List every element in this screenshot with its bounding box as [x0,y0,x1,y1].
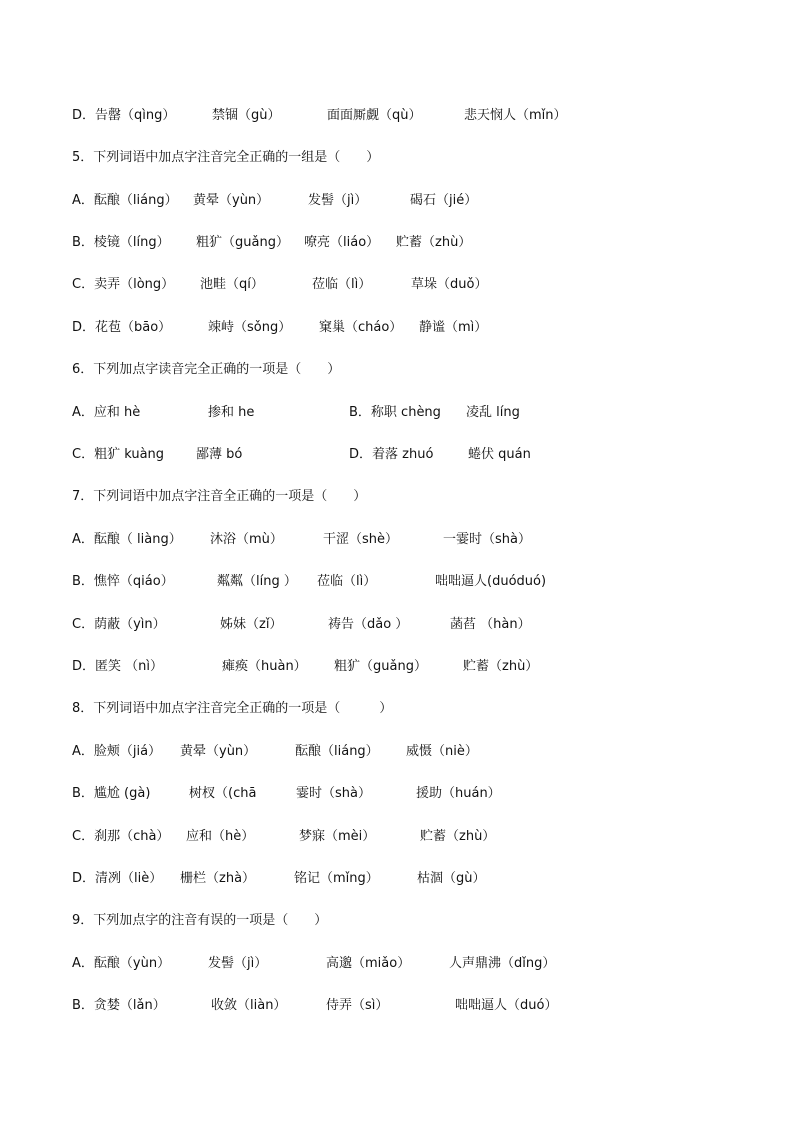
option-choice: 援助（huán） [416,786,501,801]
option-choice: C．刹那（chà） [72,829,170,844]
option-choice: 栅栏（zhà） [180,871,256,886]
option-choice: D．花苞（bāo） [72,320,172,335]
option-choice: C．荫蔽（yìn） [72,617,166,632]
option-choice: 咄咄逼人(duóduó) [435,574,547,589]
option-choice: B．尴尬 (gà) [72,786,151,801]
option-choice: 梦寐（mèi） [299,829,376,844]
option-choice: 酝酿（liáng） [295,744,379,759]
option-choice: 收敛（liàn） [211,998,287,1013]
option-choice: A．酝酿（liáng） [72,193,178,208]
option-choice: 发髻（jì） [308,193,368,208]
option-choice: 贮蓄（zhù） [463,659,539,674]
option-choice: 蜷伏 quán [468,447,531,462]
question-text: 9．下列加点字的注音有误的一项是（ ） [72,913,328,928]
option-choice: 面面厮觑（qù） [327,108,422,123]
option-choice: 粗犷（guǎng） [196,235,289,250]
option-choice: A．酝酿（yùn） [72,956,171,971]
question-text: 8．下列词语中加点字注音完全正确的一项是（ ） [72,701,393,716]
option-choice: 贮蓄（zhù） [396,235,472,250]
option-choice: 沐浴（mù） [210,532,283,547]
option-choice: A．应和 hè [72,405,141,420]
question-text: 6．下列加点字读音完全正确的一项是（ ） [72,362,341,377]
option-choice: D．清冽（liè） [72,871,163,886]
option-choice: 树杈（(chā [189,786,257,801]
option-choice: 黄晕（yùn） [193,193,270,208]
option-choice: B．称职 chèng [349,405,441,420]
option-choice: 悲天悯人（mǐn） [464,108,567,123]
option-choice: D．着落 zhuó [349,447,434,462]
option-choice: A．酝酿（ liàng） [72,532,182,547]
option-choice: D．告罄（qìng） [72,108,176,123]
option-choice: 草垛（duǒ） [411,277,488,292]
option-choice: 莅临（lì） [312,277,372,292]
option-choice: 菡萏 （hàn） [450,617,531,632]
option-choice: 霎时（shà） [296,786,371,801]
option-choice: 禁锢（gù） [212,108,281,123]
option-choice: 威慑（niè） [406,744,478,759]
option-choice: D．匿笑 （nì） [72,659,163,674]
option-choice: 应和（hè） [186,829,255,844]
option-choice: 枯涸（gù） [417,871,486,886]
option-choice: 贮蓄（zhù） [420,829,496,844]
option-choice: 莅临（lì） [317,574,377,589]
option-choice: 姊妹（zǐ） [220,617,283,632]
option-choice: 嘹亮（liáo） [304,235,380,250]
option-choice: 铭记（mǐng） [294,871,379,886]
option-choice: 粗犷（guǎng） [334,659,427,674]
option-choice: 窠巢（cháo） [319,320,403,335]
option-choice: 竦峙（sǒng） [208,320,292,335]
option-choice: 碣石（jié） [410,193,478,208]
option-choice: 侍弄（sì） [326,998,389,1013]
option-choice: 掺和 he [208,405,255,420]
option-choice: 瘫痪（huàn） [222,659,307,674]
option-choice: A．脸颊（jiá） [72,744,162,759]
question-text: 7．下列词语中加点字注音全正确的一项是（ ） [72,489,367,504]
option-choice: 静谧（mì） [419,320,488,335]
option-choice: B．贪婪（lǎn） [72,998,166,1013]
option-choice: B．棱镜（líng） [72,235,170,250]
option-choice: 咄咄逼人（duó） [455,998,558,1013]
option-choice: 人声鼎沸（dǐng） [449,956,556,971]
question-text: 5．下列词语中加点字注音完全正确的一组是（ ） [72,150,380,165]
option-choice: 鄙薄 bó [196,447,243,462]
option-choice: 祷告（dǎo ） [328,617,409,632]
option-choice: C．卖弄（lòng） [72,277,175,292]
option-choice: 粼粼（líng ） [217,574,297,589]
option-choice: 凌乱 líng [466,405,520,420]
option-choice: 高邈（miǎo） [326,956,411,971]
option-choice: 池畦（qí） [200,277,264,292]
option-choice: 发髻（jì） [208,956,268,971]
option-choice: C．粗犷 kuàng [72,447,165,462]
option-choice: B．憔悴（qiáo） [72,574,174,589]
option-choice: 干涩（shè） [323,532,399,547]
option-choice: 黄晕（yùn） [180,744,257,759]
option-choice: 一霎时（shà） [443,532,531,547]
